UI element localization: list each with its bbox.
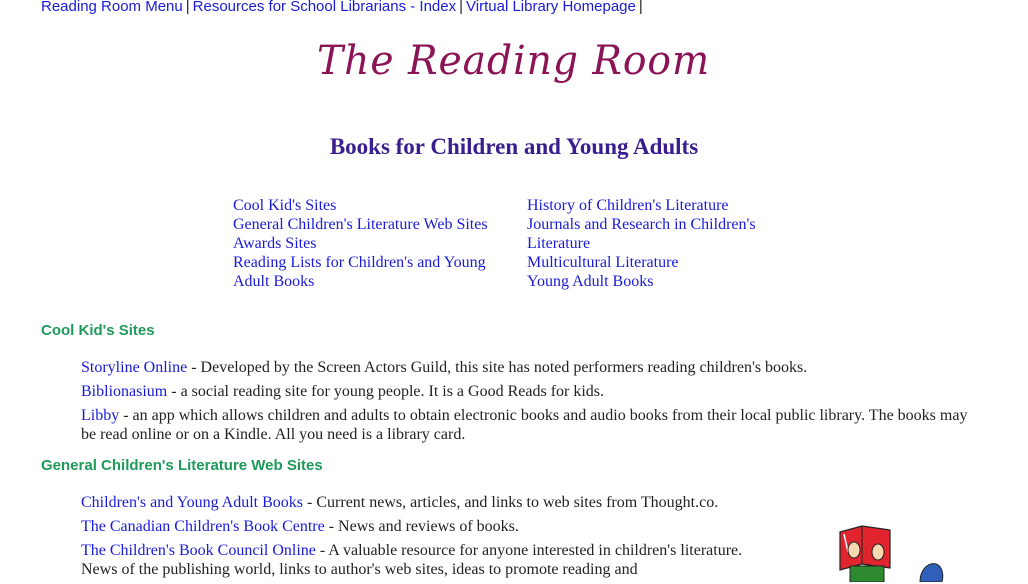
toc-link-reading-lists[interactable]: Reading Lists for Children's and Young Adult Books <box>233 254 486 290</box>
toc-left-column <box>233 196 518 291</box>
entry-description: - Current news, articles, and links to web sites from Thought.co. <box>303 494 719 511</box>
entry-link-childrens-ya-books[interactable]: Children's and Young Adult Books <box>81 494 304 511</box>
nav-link-resources-index[interactable]: Resources for School Librarians - Index <box>192 0 457 15</box>
entry-description: - Developed by the Screen Actors Guild, this site has noted performers reading children's books. <box>187 359 808 376</box>
toc-link-cool-kids-sites[interactable]: Cool Kid's Sites <box>233 197 337 214</box>
entry-description: - a social reading site for young people. It is a Good Reads for kids. <box>167 383 605 400</box>
entry-description: - A valuable resource for anyone interested in children's literature. News of the publishing world, links to author's web sites, ideas to promote reading and <box>81 542 743 578</box>
nav-separator: | <box>459 0 464 15</box>
entry-description: - an app which allows children and adults to obtain electronic books and audio books from their local public library. The books may be read online or on a Kindle. All you need is a library card. <box>81 407 968 443</box>
nav-separator: | <box>638 0 643 15</box>
general-childrens-literature-list <box>81 493 781 584</box>
cool-kids-sites-list <box>81 358 976 449</box>
toc-link-multicultural[interactable]: Multicultural Literature <box>527 254 679 271</box>
list-item <box>81 517 781 536</box>
entry-link-canadian-childrens-book-centre[interactable]: The Canadian Children's Book Centre <box>81 518 325 535</box>
page-title: Books for Children and Young Adults <box>329 134 699 159</box>
toc-link-history[interactable]: History of Children's Literature <box>527 197 729 214</box>
entry-link-storyline-online[interactable]: Storyline Online <box>81 359 188 376</box>
section-heading-general-childrens-literature: General Children's Literature Web Sites <box>41 457 323 474</box>
list-item <box>81 541 781 579</box>
nav-separator: | <box>185 0 190 15</box>
toc-right-column <box>527 196 792 291</box>
toc-link-general-childrens-literature[interactable]: General Children's Literature Web Sites <box>233 216 488 233</box>
nav-link-reading-room-menu[interactable]: Reading Room Menu <box>41 0 183 15</box>
nav-link-virtual-library-homepage[interactable]: Virtual Library Homepage <box>466 0 636 15</box>
list-item <box>81 382 976 401</box>
section-heading-cool-kids-sites: Cool Kid's Sites <box>41 322 155 339</box>
child-reading-book-icon <box>836 522 946 582</box>
entry-link-libby[interactable]: Libby <box>81 407 120 424</box>
list-item <box>81 358 976 377</box>
reading-room-logo <box>0 38 1028 84</box>
logo-text: The Reading Room <box>317 38 711 84</box>
list-item <box>81 406 976 444</box>
toc-link-journals-research[interactable]: Journals and Research in Children's Literature <box>527 216 756 252</box>
entry-description: - News and reviews of books. <box>324 518 519 535</box>
top-navigation <box>41 0 646 15</box>
toc-link-awards-sites[interactable]: Awards Sites <box>233 235 317 252</box>
entry-link-childrens-book-council[interactable]: The Children's Book Council Online <box>81 542 316 559</box>
entry-link-biblionasium[interactable]: Biblionasium <box>81 383 168 400</box>
list-item <box>81 493 781 512</box>
toc-link-young-adult-books[interactable]: Young Adult Books <box>527 273 654 290</box>
